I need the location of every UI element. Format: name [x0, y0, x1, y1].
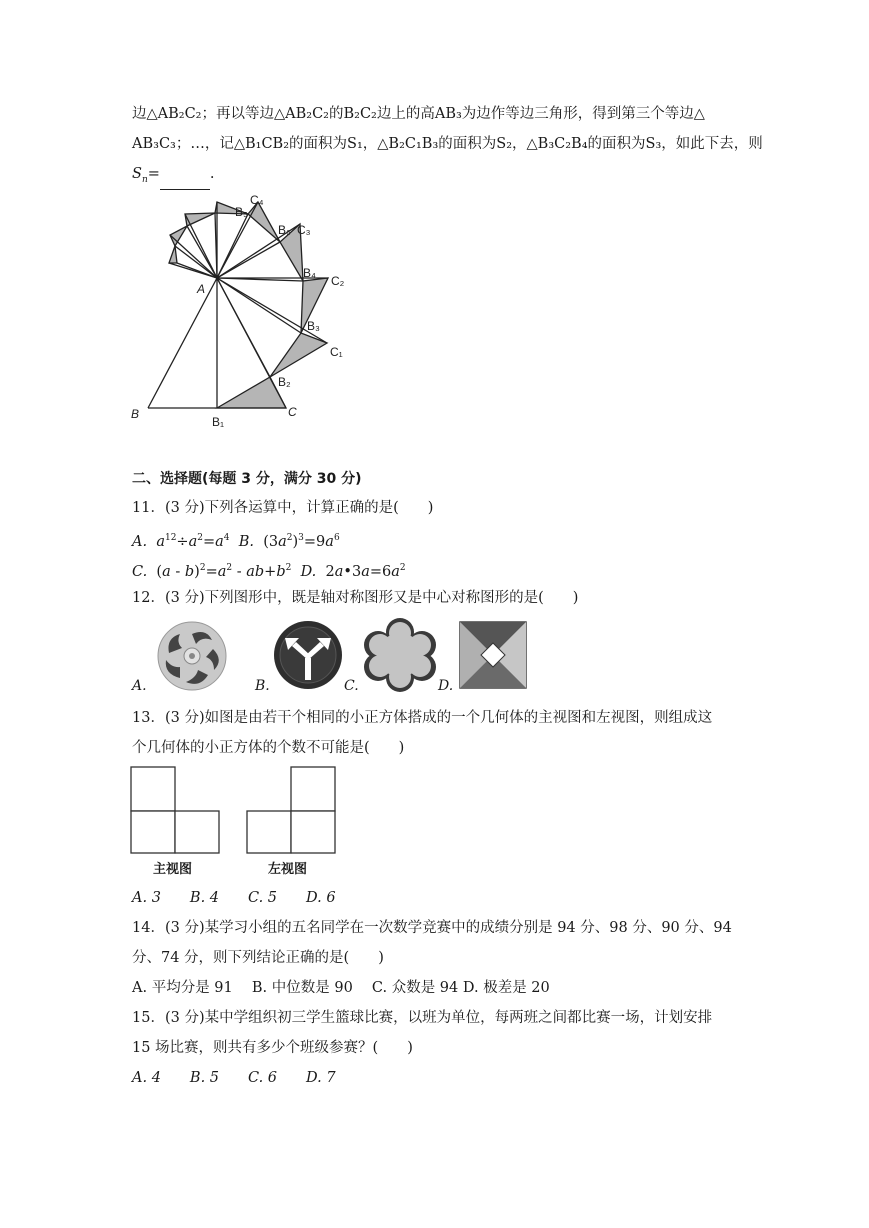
q11-option-b-expr: $(3a^2)^3=9a^6$	[263, 533, 340, 550]
q12-option-c-label: C.	[344, 678, 359, 694]
prev-problem-line-2: AB₃C₃；…，记△B₁CB₂的面积为S₁，△B₂C₁B₃的面积为S₂，△B₃C₂B₄的面积为S₃，如此下去，则	[132, 136, 763, 152]
q12-option-d-label: D.	[438, 678, 454, 694]
q11-option-c-label: C.	[132, 563, 148, 580]
prev-problem-line-3	[132, 164, 215, 190]
q14-stem-line-1: 14．(3 分)某学习小组的五名同学在一次数学竞赛中的成绩分别是 94 分、98 分、90 分、94	[132, 920, 732, 936]
q15-stem-line-2: 15 场比赛，则共有多少个班级参赛？( )	[132, 1040, 413, 1056]
q12-option-b-label: B.	[255, 678, 270, 694]
label-B3: B₃	[307, 319, 320, 333]
q13-front-view-caption: 主视图	[153, 862, 193, 877]
q13-options: A. 3 B. 4 C. 5 D. 6	[132, 890, 336, 906]
sn-period: .	[209, 166, 215, 182]
q15-options: A. 4 B. 5 C. 6 D. 7	[132, 1070, 336, 1086]
q11-option-c-expr: $(a - b)^2=a^2 - ab+b^2$	[156, 563, 292, 580]
q13-stem-line-2: 个几何体的小正方体的个数不可能是( )	[132, 740, 405, 756]
q12-figure-d	[459, 621, 527, 689]
q12-figure-c	[362, 618, 438, 692]
q12-option-a-label: A.	[132, 678, 147, 694]
q15-stem-line-1: 15．(3 分)某中学组织初三学生篮球比赛，以班为单位，每两班之间都比赛一场，计划安排	[132, 1010, 713, 1026]
q13-left-view-caption: 左视图	[268, 862, 308, 877]
q13-left-view	[246, 766, 338, 856]
label-B1: B₁	[212, 415, 225, 429]
label-C4: C₄	[250, 193, 264, 207]
label-C3: C₃	[297, 223, 311, 237]
label-B6: B₆	[278, 223, 291, 237]
q11-option-a-label: A.	[132, 533, 148, 550]
label-C1: C₁	[330, 345, 343, 359]
q11-option-d-label: D.	[300, 563, 317, 580]
label-B: B	[131, 407, 140, 421]
q11-stem: 11．(3 分)下列各运算中，计算正确的是( )	[132, 500, 434, 516]
q11-option-a-expr: $a^{12}\div a^2=a^4$	[156, 533, 230, 550]
label-C: C	[288, 405, 297, 419]
label-B4: B₄	[303, 266, 316, 280]
q14-options: A. 平均分是 91 B. 中位数是 90 C. 众数是 94 D. 极差是 20	[132, 980, 550, 996]
q13-stem-line-1: 13．(3 分)如图是由若干个相同的小正方体搭成的一个几何体的主视图和左视图，则组成这	[132, 710, 713, 726]
q11-option-d-expr: $2a•3a=6a^2$	[325, 563, 406, 580]
q13-front-view	[130, 766, 222, 856]
label-B2: B₂	[278, 375, 291, 389]
section-2-heading: 二、选择题(每题 3 分，满分 30 分)	[132, 471, 362, 487]
sn-subscript: n	[141, 174, 148, 185]
q14-stem-line-2: 分、74 分，则下列结论正确的是( )	[132, 950, 384, 966]
q11-option-b-label: B.	[238, 533, 254, 550]
q11-options-row-2	[132, 558, 406, 582]
q12-figure-a	[152, 620, 232, 692]
q12-stem: 12．(3 分)下列图形中，既是轴对称图形又是中心对称图形的是( )	[132, 590, 579, 606]
label-A: A	[197, 282, 206, 296]
sn-equals: =	[147, 166, 160, 182]
prev-problem-line-1: 边△AB₂C₂；再以等边△AB₂C₂的B₂C₂边上的高AB₃为边作等边三角形，得到第三个等边△	[132, 106, 705, 122]
label-C2: C₂	[331, 274, 345, 288]
answer-blank	[160, 175, 210, 190]
triangle-spiral-figure	[125, 190, 365, 435]
sn-symbol: S	[132, 166, 142, 182]
q12-figure-b	[270, 618, 346, 692]
q11-options-row-1	[132, 528, 340, 552]
label-B5: B₅	[235, 205, 248, 219]
